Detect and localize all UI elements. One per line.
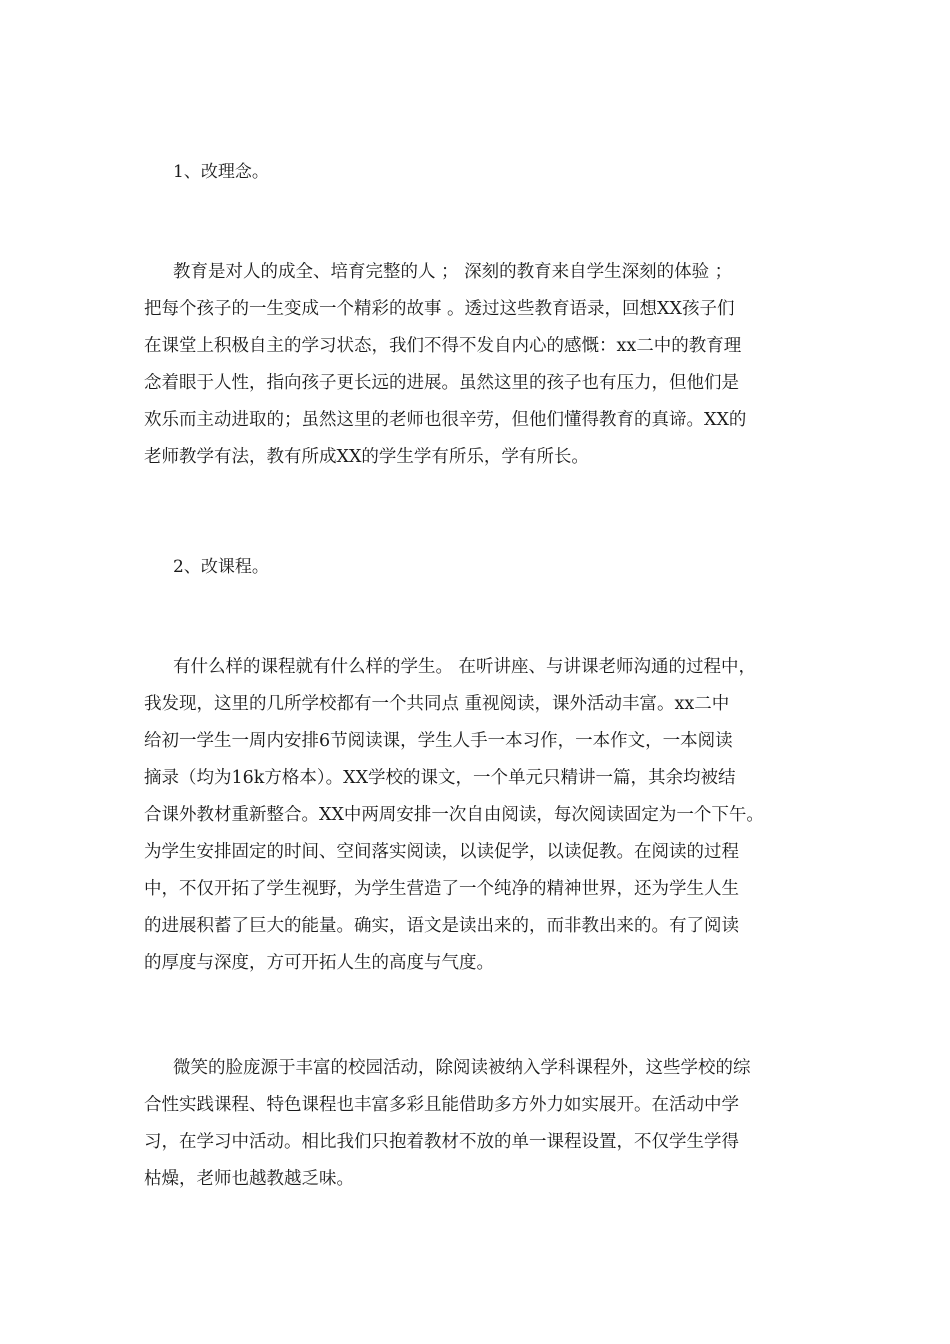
paragraph-line: 老师教学有法，教有所成XX的学生学有所乐，学有所长。: [144, 447, 589, 467]
paragraph-line: 念着眼于人性，指向孩子更长远的进展。虽然这里的孩子也有压力，但他们是: [144, 373, 739, 393]
paragraph-line: 摘录（均为16k方格本）。XX学校的课文，一个单元只精讲一篇，其余均被结: [144, 768, 736, 788]
paragraph-3: [144, 1050, 824, 1198]
paragraph-line: 我发现，这里的几所学校都有一个共同点 重视阅读，课外活动丰富。xx二中: [144, 694, 730, 714]
paragraph-line: 欢乐而主动进取的；虽然这里的老师也很辛劳，但他们懂得教育的真谛。XX的: [144, 410, 747, 430]
section-heading-2: 2、改课程。: [173, 557, 269, 577]
paragraph-line: 中，不仅开拓了学生视野，为学生营造了一个纯净的精神世界，还为学生人生: [144, 879, 739, 899]
paragraph-line: 合课外教材重新整合。XX中两周安排一次自由阅读，每次阅读固定为一个下午。: [144, 805, 764, 825]
paragraph-line: 把每个孩子的一生变成一个精彩的故事 。透过这些教育语录，回想XX孩子们: [144, 299, 735, 319]
paragraph-2: [144, 649, 824, 982]
paragraph-line: 给初一学生一周内安排6节阅读课，学生人手一本习作，一本作文，一本阅读: [144, 731, 733, 751]
paragraph-line: 为学生安排固定的时间、空间落实阅读，以读促学，以读促教。在阅读的过程: [144, 842, 739, 862]
paragraph-line: 习，在学习中活动。相比我们只抱着教材不放的单一课程设置，不仅学生学得: [144, 1132, 739, 1152]
paragraph-line: 的进展积蓄了巨大的能量。确实，语文是读出来的，而非教出来的。有了阅读: [144, 916, 739, 936]
paragraph-line: 在课堂上积极自主的学习状态，我们不得不发自内心的感慨：xx二中的教育理: [144, 336, 742, 356]
paragraph-line: 有什么样的课程就有什么样的学生。 在听讲座、与讲课老师沟通的过程中，: [173, 657, 757, 677]
section-heading-1: 1、改理念。: [173, 162, 269, 182]
paragraph-line: 枯燥，老师也越教越乏味。: [144, 1169, 354, 1189]
paragraph-line: 的厚度与深度，方可开拓人生的高度与气度。: [144, 953, 494, 973]
paragraph-line: 微笑的脸庞源于丰富的校园活动，除阅读被纳入学科课程外，这些学校的综: [173, 1058, 751, 1078]
paragraph-line: 合性实践课程、特色课程也丰富多彩且能借助多方外力如实展开。在活动中学: [144, 1095, 739, 1115]
paragraph-line: 教育是对人的成全、培育完整的人 ； 深刻的教育来自学生深刻的体验 ；: [173, 262, 733, 282]
paragraph-1: [144, 254, 824, 476]
